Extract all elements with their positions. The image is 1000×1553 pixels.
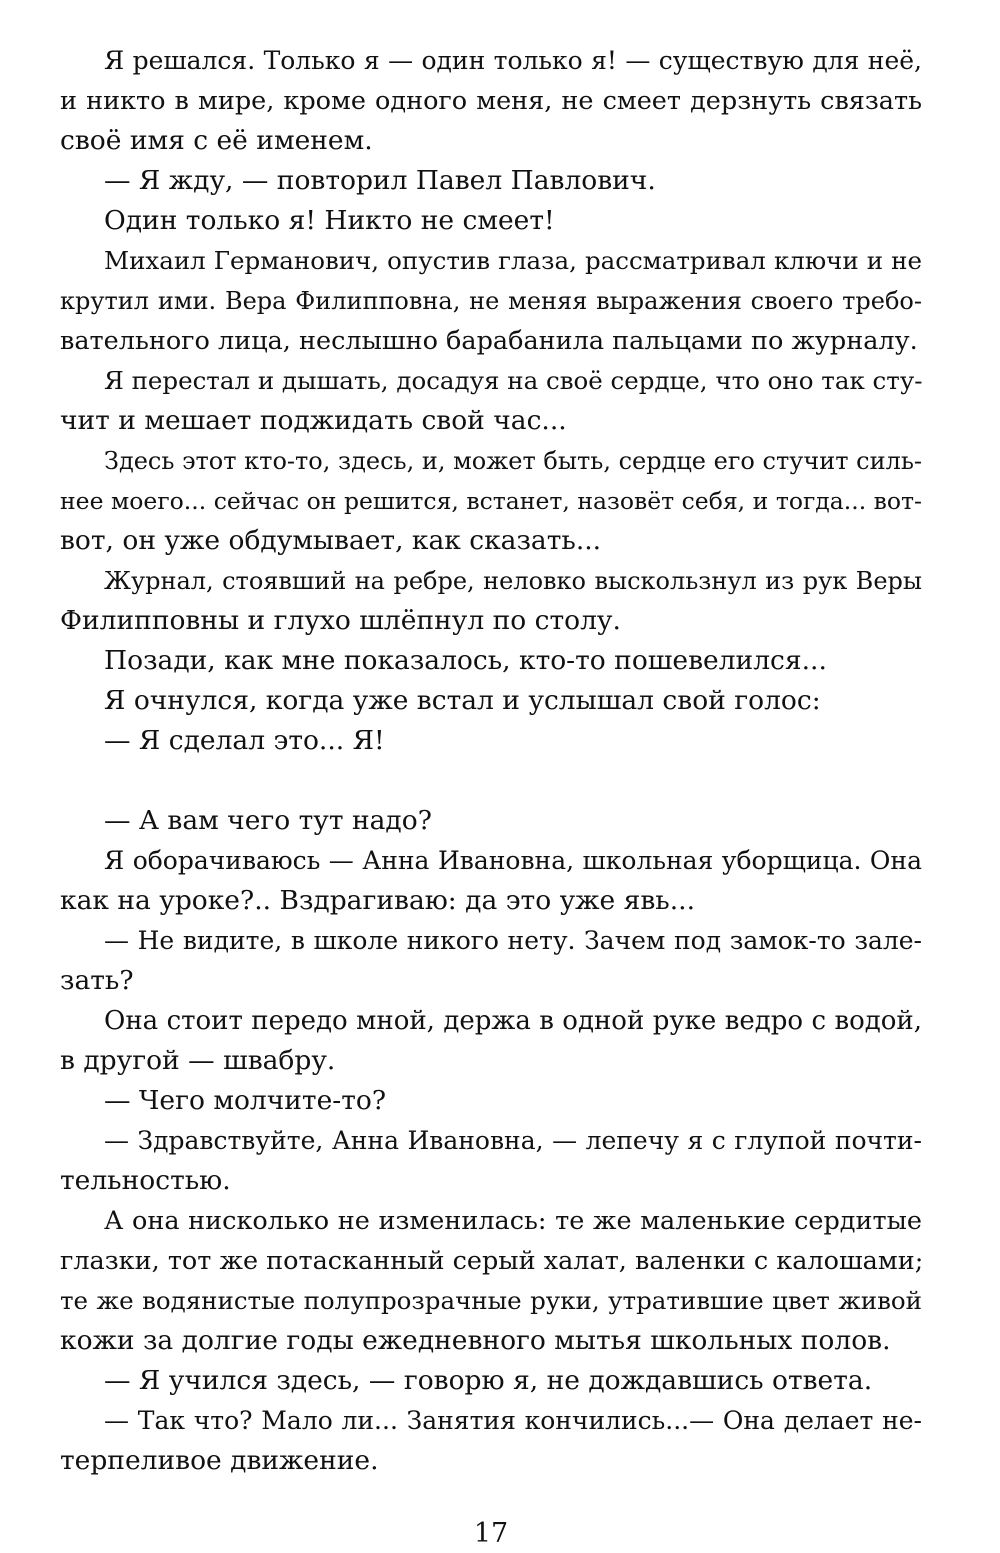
text-line: — Я сделал это... Я! <box>104 725 385 756</box>
text-line: Я решался. Только я — один только я! — существую для неё, <box>104 46 922 75</box>
text-line: терпеливое движение. <box>60 1445 379 1476</box>
text-line: Филипповны и глухо шлёпнул по столу. <box>60 605 621 636</box>
text-line: Журнал, стоявший на ребре, неловко выскользнул из рук Веры <box>104 567 922 595</box>
text-line: Позади, как мне показалось, кто-то пошевелился... <box>104 645 827 676</box>
text-line: Здесь этот кто-то, здесь, и, может быть, сердце его стучит силь- <box>104 447 922 475</box>
text-line: Я перестал и дышать, досадуя на своё сердце, что оно так сту- <box>104 366 923 395</box>
text-line: крутил ими. Вера Филипповна, не меняя выражения своего требо- <box>60 287 922 315</box>
text-line: кожи за долгие годы ежедневного мытья школьных полов. <box>60 1325 891 1356</box>
text-line: глазки, тот же потасканный серый халат, валенки с калошами; <box>60 1246 924 1276</box>
page-number: 17 <box>473 1518 509 1549</box>
text-line: и никто в мире, кроме одного меня, не смеет дерзнуть связать <box>60 86 922 116</box>
text-line: Она стоит передо мной, держа в одной руке ведро с водой, <box>104 1006 922 1036</box>
text-line: Я очнулся, когда уже встал и услышал свой голос: <box>104 685 821 716</box>
text-line: — Я учился здесь, — говорю я, не дождавшись ответа. <box>104 1365 873 1396</box>
text-line: Один только я! Никто не смеет! <box>104 205 555 236</box>
text-line: вательного лица, неслышно барабанила пальцами по журналу. <box>60 326 918 356</box>
text-line: те же водянистые полупрозрачные руки, утратившие цвет живой <box>60 1286 922 1315</box>
text-line: — Так что? Мало ли... Занятия кончились...— Она делает не- <box>104 1406 922 1435</box>
text-line: как на уроке?.. Вздрагиваю: да это уже явь... <box>60 885 695 916</box>
text-line: — А вам чего тут надо? <box>104 805 432 836</box>
text-line: — Не видите, в школе никого нету. Зачем под замок-то зале- <box>104 926 922 955</box>
text-line: зать? <box>60 965 134 996</box>
text-line: Михаил Германович, опустив глаза, рассматривал ключи и не <box>104 246 922 275</box>
text-line: чит и мешает поджидать свой час... <box>60 405 567 436</box>
text-line: в другой — швабру. <box>60 1045 336 1076</box>
book-page <box>60 42 924 1549</box>
text-line: А она нисколько не изменилась: те же маленькие сердитые <box>104 1206 922 1236</box>
text-line: Я оборачиваюсь — Анна Ивановна, школьная уборщица. Она <box>104 846 922 875</box>
text-line: — Здравствуйте, Анна Ивановна, — лепечу я с глупой почти- <box>104 1126 922 1155</box>
text-line: — Я жду, — повторил Павел Павлович. <box>104 165 656 196</box>
text-line: вот, он уже обдумывает, как сказать... <box>60 525 602 556</box>
text-line: — Чего молчите-то? <box>104 1085 387 1116</box>
text-line: нее моего... сейчас он решится, встанет, назовёт себя, и тогда... вот- <box>60 487 922 515</box>
text-line: тельностью. <box>60 1165 231 1196</box>
text-line: своё имя с её именем. <box>60 125 373 156</box>
